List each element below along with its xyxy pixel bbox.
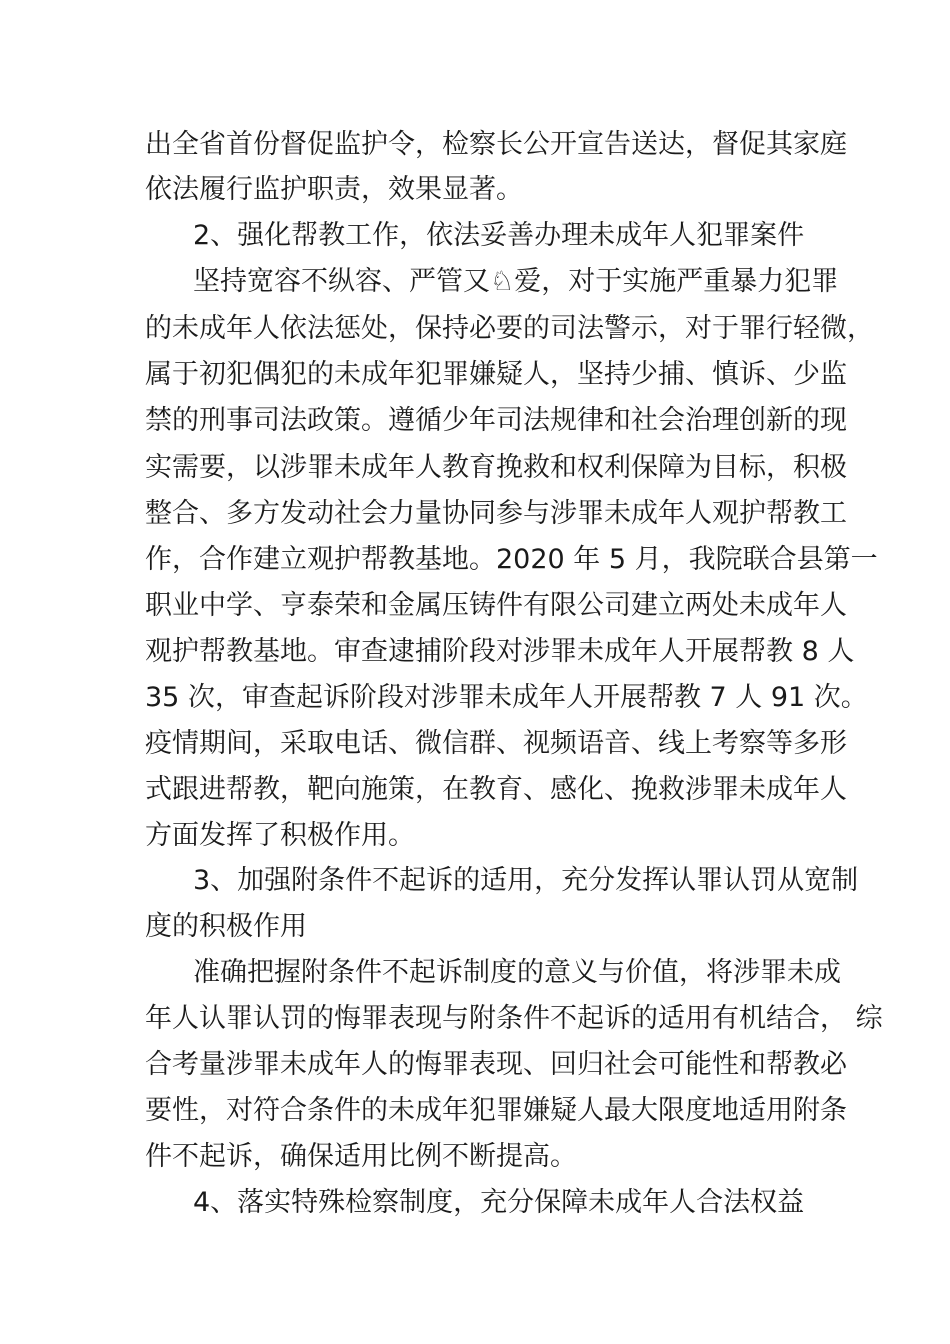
text-line: 禁的刑事司法政策。遵循少年司法规律和社会治理创新的现 [145, 405, 847, 436]
text-line: 依法履行监护职责，效果显著。 [145, 174, 523, 205]
text-line: 作，合作建立观护帮教基地。2020 年 5 月，我院联合县第一 [145, 544, 878, 575]
text-line: 方面发挥了积极作用。 [145, 820, 415, 851]
text-line: 的未成年人依法惩处，保持必要的司法警示，对于罪行轻微， [145, 313, 874, 344]
text-line: 坚持宽容不纵容、严管又♘爱，对于实施严重暴力犯罪 [193, 266, 839, 297]
section-heading-continued: 度的积极作用 [145, 911, 307, 942]
text-line: 要性，对符合条件的未成年犯罪嫌疑人最大限度地适用附条 [145, 1095, 847, 1126]
section-heading: 3、加强附条件不起诉的适用，充分发挥认罪认罚从宽制 [193, 865, 859, 896]
section-heading: 2、强化帮教工作，依法妥善办理未成年人犯罪案件 [193, 220, 805, 251]
text-line: 式跟进帮教，靶向施策，在教育、感化、挽救涉罪未成年人 [145, 774, 847, 805]
text-line: 准确把握附条件不起诉制度的意义与价值，将涉罪未成 [193, 957, 841, 988]
text-line: 年人认罪认罚的悔罪表现与附条件不起诉的适用有机结合， 综 [145, 1003, 883, 1034]
text-line: 实需要，以涉罪未成年人教育挽救和权利保障为目标，积极 [145, 452, 847, 483]
text-line: 出全省首份督促监护令，检察长公开宣告送达，督促其家庭 [145, 129, 847, 160]
section-heading: 4、落实特殊检察制度，充分保障未成年人合法权益 [193, 1187, 805, 1218]
text-line: 观护帮教基地。审查逮捕阶段对涉罪未成年人开展帮教 8 人 [145, 636, 855, 667]
text-line: 疫情期间，采取电话、微信群、视频语音、线上考察等多形 [145, 728, 847, 759]
text-line: 件不起诉，确保适用比例不断提高。 [145, 1141, 577, 1172]
text-line: 合考量涉罪未成年人的悔罪表现、回归社会可能性和帮教必 [145, 1049, 847, 1080]
text-line: 35 次，审查起诉阶段对涉罪未成年人开展帮教 7 人 91 次。 [145, 682, 868, 713]
text-line: 职业中学、亨泰荣和金属压铸件有限公司建立两处未成年人 [145, 590, 847, 621]
text-line: 属于初犯偶犯的未成年犯罪嫌疑人，坚持少捕、慎诉、少监 [145, 359, 847, 390]
text-line: 整合、多方发动社会力量协同参与涉罪未成年人观护帮教工 [145, 498, 847, 529]
